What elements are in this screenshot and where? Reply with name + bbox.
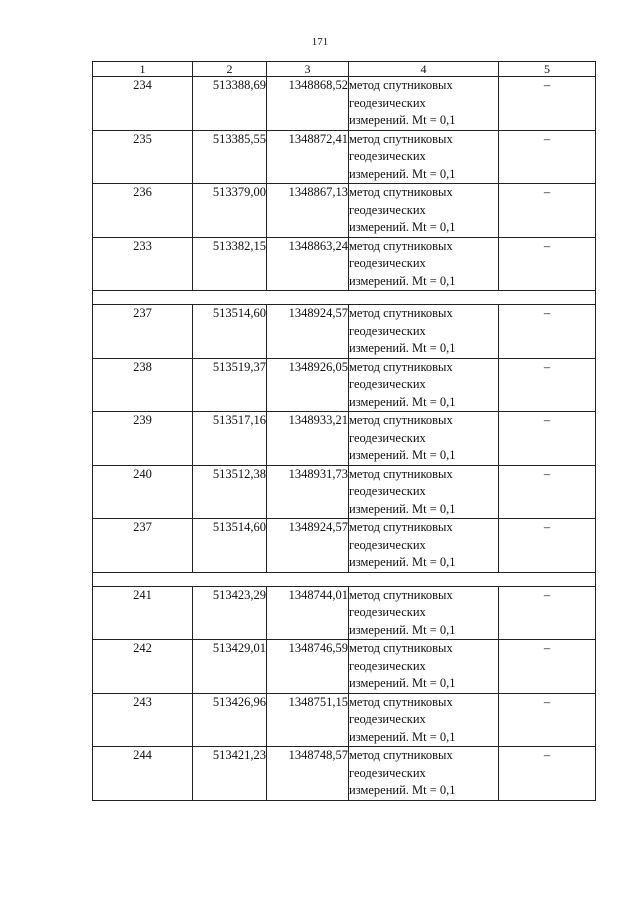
method-description-line: метод спутниковых <box>349 587 453 602</box>
method-description-line: метод спутниковых <box>349 641 453 655</box>
method-description-cell <box>349 358 499 412</box>
method-description-line: метод спутниковых <box>349 359 453 374</box>
method-description-line: геодезических <box>349 658 426 673</box>
point-number-cell: 237 <box>93 305 193 359</box>
method-description-line: измерений. Mt = 0,1 <box>349 555 456 569</box>
method-description-line: измерений. Mt = 0,1 <box>349 273 456 288</box>
table-row <box>93 358 596 412</box>
method-description-cell <box>349 237 499 291</box>
method-description-cell <box>349 184 499 238</box>
x-coordinate-cell: 513519,37 <box>193 358 267 412</box>
x-coordinate-cell: 513421,23 <box>193 747 267 801</box>
y-coordinate-cell: 1348924,57 <box>267 519 349 573</box>
column-header: 1 <box>93 62 193 77</box>
dash-cell: – <box>499 77 596 131</box>
method-description-line: геодезических <box>349 256 426 270</box>
dash-cell: – <box>499 465 596 519</box>
x-coordinate-cell: 513514,60 <box>193 305 267 359</box>
method-description-line: метод спутниковых <box>349 694 453 709</box>
dash-cell: – <box>499 305 596 359</box>
method-description-cell <box>349 412 499 466</box>
group-separator-row <box>93 572 596 586</box>
y-coordinate-cell: 1348748,57 <box>267 747 349 801</box>
group-separator-cell <box>93 572 596 586</box>
point-number-cell: 235 <box>93 130 193 184</box>
point-number-cell: 240 <box>93 465 193 519</box>
method-description-line: геодезических <box>349 765 426 780</box>
dash-cell: – <box>499 747 596 801</box>
method-description-line: геодезических <box>349 430 426 445</box>
table-row <box>93 77 596 131</box>
column-header: 3 <box>267 62 349 77</box>
method-description-line: метод спутниковых <box>349 78 453 92</box>
y-coordinate-cell: 1348751,15 <box>267 693 349 747</box>
method-description-line: метод спутниковых <box>349 520 453 534</box>
dash-cell: – <box>499 640 596 694</box>
table-row <box>93 640 596 694</box>
table-row <box>93 412 596 466</box>
point-number-cell: 239 <box>93 412 193 466</box>
x-coordinate-cell: 513379,00 <box>193 184 267 238</box>
y-coordinate-cell: 1348746,59 <box>267 640 349 694</box>
point-number-cell: 243 <box>93 693 193 747</box>
method-description-line: измерений. Mt = 0,1 <box>349 783 456 797</box>
y-coordinate-cell: 1348744,01 <box>267 586 349 640</box>
dash-cell: – <box>499 519 596 573</box>
method-description-line: измерений. Mt = 0,1 <box>349 729 456 744</box>
dash-cell: – <box>499 358 596 412</box>
method-description-line: измерений. Mt = 0,1 <box>349 448 456 462</box>
dash-cell: – <box>499 184 596 238</box>
method-description-line: измерений. Mt = 0,1 <box>349 341 456 355</box>
method-description-line: геодезических <box>349 202 426 217</box>
method-description-line: измерений. Mt = 0,1 <box>349 676 456 690</box>
table-row <box>93 747 596 801</box>
y-coordinate-cell: 1348924,57 <box>267 305 349 359</box>
table-body <box>93 77 596 801</box>
point-number-cell: 233 <box>93 237 193 291</box>
table-row <box>93 519 596 573</box>
method-description-cell <box>349 465 499 519</box>
method-description-line: метод спутниковых <box>349 306 453 320</box>
x-coordinate-cell: 513514,60 <box>193 519 267 573</box>
method-description-line: геодезических <box>349 712 426 726</box>
method-description-line: измерений. Mt = 0,1 <box>349 220 456 234</box>
x-coordinate-cell: 513423,29 <box>193 586 267 640</box>
x-coordinate-cell: 513512,38 <box>193 465 267 519</box>
table-row <box>93 305 596 359</box>
column-header: 4 <box>349 62 499 77</box>
method-description-cell <box>349 519 499 573</box>
method-description-cell <box>349 77 499 131</box>
method-description-cell <box>349 586 499 640</box>
point-number-cell: 236 <box>93 184 193 238</box>
method-description-line: метод спутниковых <box>349 185 453 199</box>
y-coordinate-cell: 1348933,21 <box>267 412 349 466</box>
method-description-line: геодезических <box>349 95 426 110</box>
y-coordinate-cell: 1348868,52 <box>267 77 349 131</box>
page-number: 171 <box>311 36 329 48</box>
y-coordinate-cell: 1348867,13 <box>267 184 349 238</box>
method-description-line: измерений. Mt = 0,1 <box>349 166 456 181</box>
method-description-cell <box>349 747 499 801</box>
y-coordinate-cell: 1348926,05 <box>267 358 349 412</box>
x-coordinate-cell: 513388,69 <box>193 77 267 131</box>
table-row <box>93 184 596 238</box>
dash-cell: – <box>499 130 596 184</box>
group-separator-row <box>93 291 596 305</box>
x-coordinate-cell: 513385,55 <box>193 130 267 184</box>
x-coordinate-cell: 513382,15 <box>193 237 267 291</box>
method-description-cell <box>349 693 499 747</box>
table-row <box>93 693 596 747</box>
method-description-line: геодезических <box>349 484 426 498</box>
method-description-line: геодезических <box>349 537 426 552</box>
point-number-cell: 244 <box>93 747 193 801</box>
dash-cell: – <box>499 412 596 466</box>
method-description-cell <box>349 640 499 694</box>
x-coordinate-cell: 513429,01 <box>193 640 267 694</box>
method-description-line: метод спутниковых <box>349 466 453 481</box>
column-header: 2 <box>193 62 267 77</box>
method-description-cell <box>349 130 499 184</box>
x-coordinate-cell: 513517,16 <box>193 412 267 466</box>
y-coordinate-cell: 1348863,24 <box>267 237 349 291</box>
method-description-line: измерений. Mt = 0,1 <box>349 394 456 409</box>
method-description-line: метод спутниковых <box>349 131 453 146</box>
method-description-cell <box>349 305 499 359</box>
header-row <box>93 62 596 77</box>
column-header: 5 <box>499 62 596 77</box>
table-row <box>93 586 596 640</box>
dash-cell: – <box>499 586 596 640</box>
y-coordinate-cell: 1348931,73 <box>267 465 349 519</box>
group-separator-cell <box>93 291 596 305</box>
table-row <box>93 237 596 291</box>
y-coordinate-cell: 1348872,41 <box>267 130 349 184</box>
table-row <box>93 130 596 184</box>
method-description-line: геодезических <box>349 149 426 163</box>
method-description-line: метод спутниковых <box>349 748 453 762</box>
method-description-line: геодезических <box>349 323 426 338</box>
coordinates-table <box>92 61 596 801</box>
method-description-line: измерений. Mt = 0,1 <box>349 501 456 516</box>
x-coordinate-cell: 513426,96 <box>193 693 267 747</box>
method-description-line: измерений. Mt = 0,1 <box>349 622 456 637</box>
method-description-line: метод спутниковых <box>349 413 453 427</box>
method-description-line: геодезических <box>349 377 426 391</box>
table-row <box>93 465 596 519</box>
dash-cell: – <box>499 693 596 747</box>
point-number-cell: 241 <box>93 586 193 640</box>
method-description-line: геодезических <box>349 605 426 619</box>
method-description-line: измерений. Mt = 0,1 <box>349 113 456 127</box>
method-description-line: метод спутниковых <box>349 238 453 253</box>
point-number-cell: 238 <box>93 358 193 412</box>
dash-cell: – <box>499 237 596 291</box>
point-number-cell: 234 <box>93 77 193 131</box>
point-number-cell: 242 <box>93 640 193 694</box>
point-number-cell: 237 <box>93 519 193 573</box>
